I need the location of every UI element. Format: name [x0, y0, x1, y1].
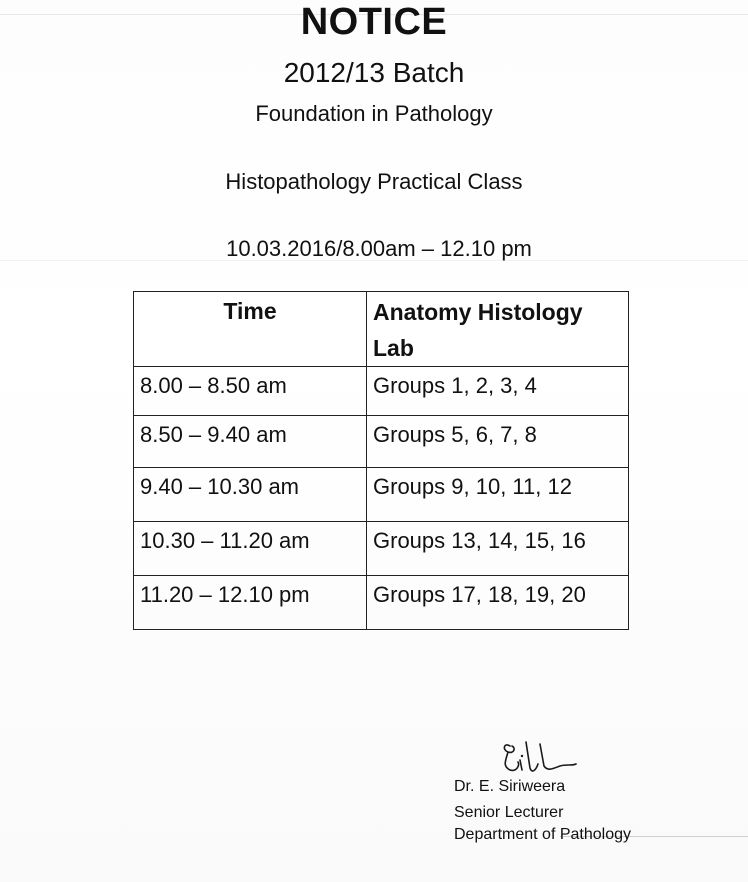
table-row — [134, 468, 629, 522]
header-time: Time — [134, 292, 367, 367]
groups-cell: Groups 1, 2, 3, 4 — [367, 367, 629, 416]
time-cell: 10.30 – 11.20 am — [134, 522, 367, 576]
time-cell: 11.20 – 12.10 pm — [134, 576, 367, 630]
groups-cell: Groups 13, 14, 15, 16 — [367, 522, 629, 576]
table-row — [134, 367, 629, 416]
signatory-name: Dr. E. Siriweera — [454, 778, 566, 795]
schedule-table — [133, 291, 629, 630]
class-heading: Histopathology Practical Class — [225, 169, 523, 194]
date-time-line: 10.03.2016/8.00am – 12.10 pm — [226, 236, 532, 261]
groups-cell: Groups 17, 18, 19, 20 — [367, 576, 629, 630]
time-cell: 8.00 – 8.50 am — [134, 367, 367, 416]
header-lab: Anatomy Histology Lab — [367, 292, 629, 367]
groups-cell: Groups 9, 10, 11, 12 — [367, 468, 629, 522]
notice-title: NOTICE — [300, 1, 448, 43]
signatory-position: Senior Lecturer — [454, 804, 564, 821]
groups-cell: Groups 5, 6, 7, 8 — [367, 416, 629, 468]
signatory-department: Department of Pathology — [454, 826, 631, 843]
batch-heading: 2012/13 Batch — [283, 57, 465, 88]
table-row — [134, 576, 629, 630]
table-header-row — [134, 292, 629, 367]
time-cell: 9.40 – 10.30 am — [134, 468, 367, 522]
signature-block — [454, 776, 631, 846]
table-row — [134, 522, 629, 576]
time-cell: 8.50 – 9.40 am — [134, 416, 367, 468]
table-row — [134, 416, 629, 468]
course-heading: Foundation in Pathology — [255, 101, 493, 126]
